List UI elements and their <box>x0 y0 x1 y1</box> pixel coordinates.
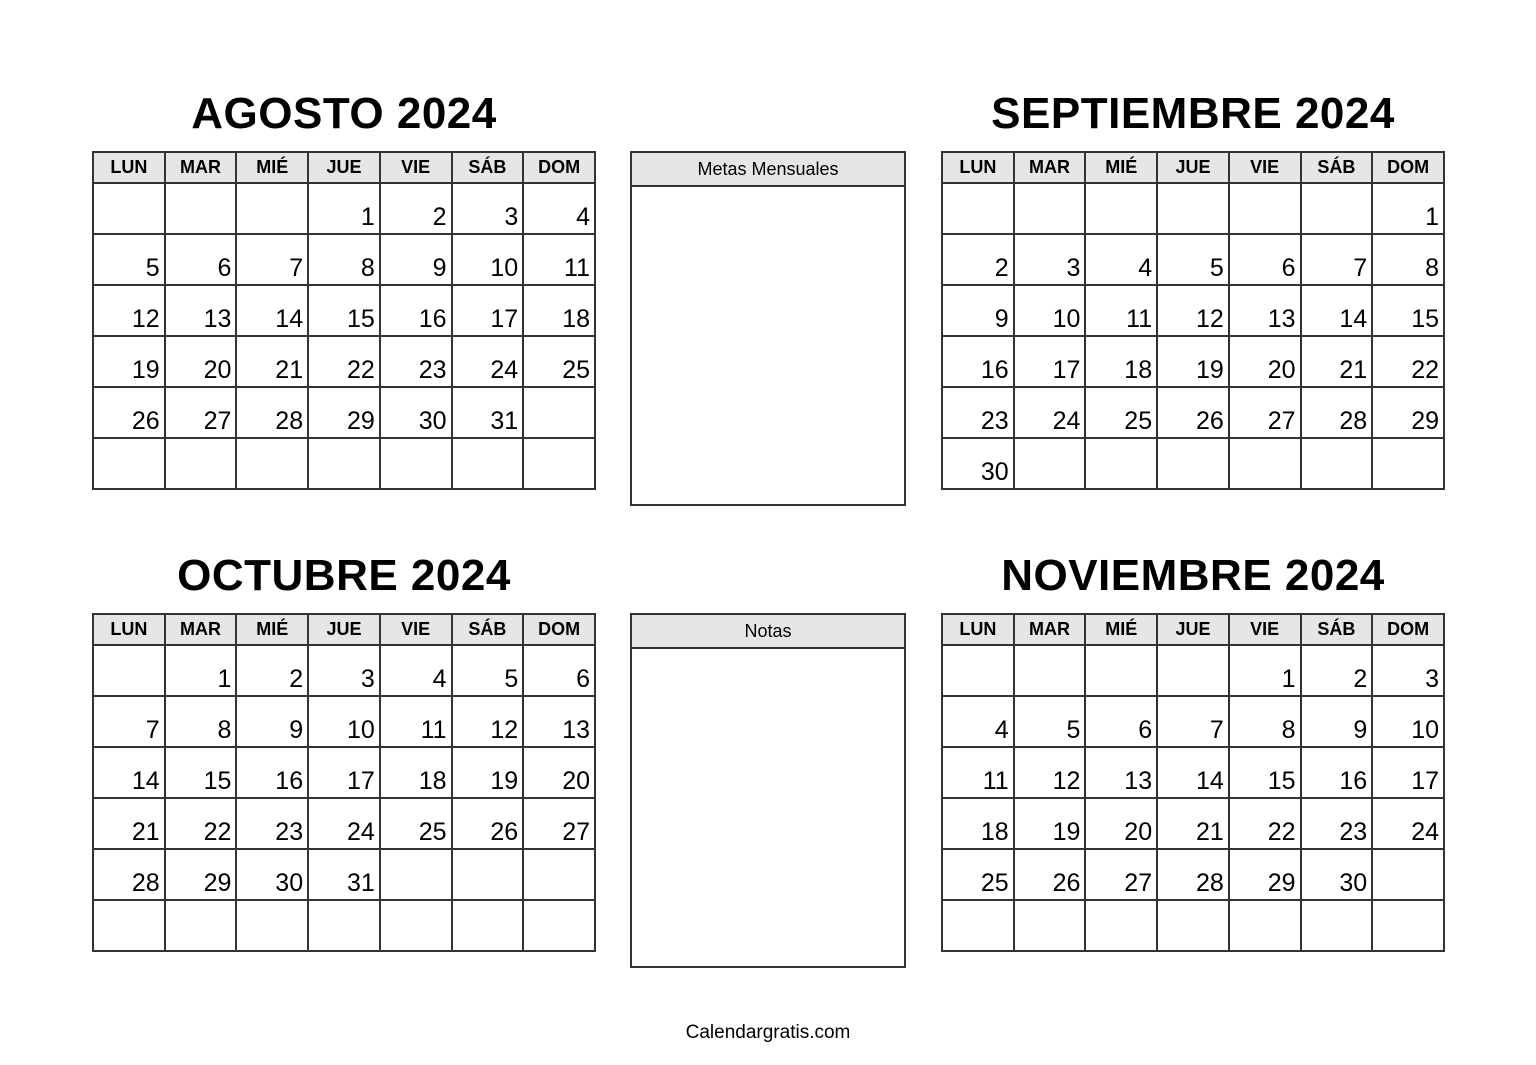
day-cell <box>942 900 1014 951</box>
day-cell <box>93 438 165 489</box>
calendar-grid <box>941 151 1445 490</box>
day-cell: 26 <box>1157 387 1229 438</box>
day-cell <box>308 900 380 951</box>
day-cell: 18 <box>942 798 1014 849</box>
weekday-label: LUN <box>942 152 1014 183</box>
notes-box-label: Notas <box>632 615 904 649</box>
weekday-label: SÁB <box>452 614 524 645</box>
weekday-label: LUN <box>942 614 1014 645</box>
day-cell: 21 <box>93 798 165 849</box>
day-cell: 13 <box>1229 285 1301 336</box>
day-cell: 9 <box>1301 696 1373 747</box>
month-august <box>92 89 596 490</box>
week-row <box>942 900 1444 951</box>
day-cell: 22 <box>1372 336 1444 387</box>
day-cell: 10 <box>1014 285 1086 336</box>
weekday-label: JUE <box>1157 152 1229 183</box>
day-cell: 2 <box>236 645 308 696</box>
day-cell <box>165 900 237 951</box>
day-cell <box>1085 438 1157 489</box>
day-cell: 15 <box>308 285 380 336</box>
day-cell <box>1157 183 1229 234</box>
weekday-label: MAR <box>1014 614 1086 645</box>
day-cell: 20 <box>523 747 595 798</box>
week-row <box>942 696 1444 747</box>
day-cell: 6 <box>523 645 595 696</box>
weekday-label: JUE <box>308 614 380 645</box>
day-cell: 13 <box>523 696 595 747</box>
day-cell: 11 <box>523 234 595 285</box>
day-cell <box>380 849 452 900</box>
weekday-label: VIE <box>380 614 452 645</box>
day-cell <box>1157 645 1229 696</box>
day-cell: 8 <box>1372 234 1444 285</box>
day-cell <box>236 183 308 234</box>
day-cell: 10 <box>308 696 380 747</box>
day-cell <box>165 183 237 234</box>
day-cell: 12 <box>452 696 524 747</box>
weekday-label: SÁB <box>1301 152 1373 183</box>
week-row <box>93 747 595 798</box>
day-cell: 19 <box>1157 336 1229 387</box>
day-cell <box>1301 438 1373 489</box>
calendar-grid <box>92 151 596 490</box>
day-cell <box>942 183 1014 234</box>
week-row <box>93 900 595 951</box>
day-cell <box>165 438 237 489</box>
month-november <box>941 551 1445 952</box>
day-cell <box>1372 438 1444 489</box>
day-cell: 2 <box>1301 645 1373 696</box>
day-cell: 14 <box>1157 747 1229 798</box>
day-cell: 28 <box>1301 387 1373 438</box>
notes-box <box>630 613 906 968</box>
week-row <box>942 183 1444 234</box>
day-cell: 26 <box>452 798 524 849</box>
day-cell <box>236 438 308 489</box>
day-cell: 18 <box>523 285 595 336</box>
week-row <box>942 645 1444 696</box>
week-row <box>93 387 595 438</box>
day-cell: 9 <box>942 285 1014 336</box>
day-cell: 21 <box>236 336 308 387</box>
day-cell: 13 <box>165 285 237 336</box>
day-cell: 15 <box>165 747 237 798</box>
month-october <box>92 551 596 952</box>
day-cell <box>380 438 452 489</box>
goals-box <box>630 151 906 506</box>
day-cell <box>1157 438 1229 489</box>
day-cell: 19 <box>452 747 524 798</box>
weekday-header-row <box>942 614 1444 645</box>
day-cell: 27 <box>1229 387 1301 438</box>
weekday-label: VIE <box>380 152 452 183</box>
day-cell: 1 <box>1372 183 1444 234</box>
day-cell <box>1014 900 1086 951</box>
day-cell: 10 <box>452 234 524 285</box>
day-cell: 12 <box>1157 285 1229 336</box>
weekday-label: VIE <box>1229 614 1301 645</box>
day-cell: 2 <box>942 234 1014 285</box>
weekday-label: MAR <box>165 614 237 645</box>
day-cell <box>93 183 165 234</box>
day-cell: 2 <box>380 183 452 234</box>
weekday-header-row <box>93 614 595 645</box>
day-cell: 24 <box>1014 387 1086 438</box>
day-cell: 27 <box>1085 849 1157 900</box>
day-cell <box>93 900 165 951</box>
day-cell <box>942 645 1014 696</box>
week-row <box>93 849 595 900</box>
weekday-label: DOM <box>523 614 595 645</box>
day-cell <box>1157 900 1229 951</box>
day-cell: 5 <box>1014 696 1086 747</box>
day-cell: 5 <box>93 234 165 285</box>
day-cell <box>523 849 595 900</box>
day-cell: 13 <box>1085 747 1157 798</box>
day-cell: 28 <box>236 387 308 438</box>
day-cell: 25 <box>1085 387 1157 438</box>
day-cell: 3 <box>1372 645 1444 696</box>
day-cell: 22 <box>308 336 380 387</box>
day-cell: 1 <box>308 183 380 234</box>
month-title: OCTUBRE 2024 <box>177 551 511 600</box>
day-cell: 25 <box>380 798 452 849</box>
day-cell: 14 <box>1301 285 1373 336</box>
weekday-label: SÁB <box>452 152 524 183</box>
day-cell: 17 <box>452 285 524 336</box>
day-cell: 6 <box>165 234 237 285</box>
weekday-label: DOM <box>523 152 595 183</box>
day-cell: 8 <box>165 696 237 747</box>
day-cell: 3 <box>452 183 524 234</box>
day-cell: 20 <box>165 336 237 387</box>
day-cell: 28 <box>1157 849 1229 900</box>
weekday-label: SÁB <box>1301 614 1373 645</box>
day-cell: 9 <box>236 696 308 747</box>
weekday-label: DOM <box>1372 152 1444 183</box>
day-cell: 30 <box>236 849 308 900</box>
day-cell: 11 <box>1085 285 1157 336</box>
day-cell: 23 <box>236 798 308 849</box>
weekday-header-row <box>942 152 1444 183</box>
day-cell <box>1085 900 1157 951</box>
day-cell: 29 <box>1229 849 1301 900</box>
day-cell: 5 <box>452 645 524 696</box>
day-cell <box>1301 900 1373 951</box>
day-cell: 16 <box>942 336 1014 387</box>
day-cell: 17 <box>1014 336 1086 387</box>
day-cell: 4 <box>942 696 1014 747</box>
weekday-label: JUE <box>308 152 380 183</box>
weekday-label: JUE <box>1157 614 1229 645</box>
day-cell: 14 <box>236 285 308 336</box>
day-cell: 14 <box>93 747 165 798</box>
day-cell: 30 <box>1301 849 1373 900</box>
week-row <box>93 183 595 234</box>
day-cell: 23 <box>1301 798 1373 849</box>
month-title: SEPTIEMBRE 2024 <box>991 89 1395 138</box>
day-cell <box>1301 183 1373 234</box>
week-row <box>93 285 595 336</box>
day-cell <box>380 900 452 951</box>
day-cell: 7 <box>1157 696 1229 747</box>
day-cell: 1 <box>1229 645 1301 696</box>
day-cell <box>236 900 308 951</box>
day-cell <box>1014 645 1086 696</box>
day-cell: 8 <box>308 234 380 285</box>
day-cell <box>1372 849 1444 900</box>
day-cell: 6 <box>1229 234 1301 285</box>
day-cell: 7 <box>93 696 165 747</box>
goals-box-label: Metas Mensuales <box>632 153 904 187</box>
day-cell <box>1229 183 1301 234</box>
day-cell: 29 <box>165 849 237 900</box>
day-cell: 1 <box>165 645 237 696</box>
day-cell: 18 <box>380 747 452 798</box>
day-cell <box>452 438 524 489</box>
day-cell: 19 <box>1014 798 1086 849</box>
day-cell: 15 <box>1229 747 1301 798</box>
day-cell <box>308 438 380 489</box>
week-row <box>942 798 1444 849</box>
weekday-header-row <box>93 152 595 183</box>
weekday-label: DOM <box>1372 614 1444 645</box>
day-cell: 9 <box>380 234 452 285</box>
weekday-label: MIÉ <box>1085 614 1157 645</box>
week-row <box>942 438 1444 489</box>
day-cell <box>1014 183 1086 234</box>
day-cell: 27 <box>523 798 595 849</box>
weekday-label: VIE <box>1229 152 1301 183</box>
day-cell: 25 <box>523 336 595 387</box>
day-cell: 11 <box>942 747 1014 798</box>
day-cell: 7 <box>236 234 308 285</box>
day-cell: 24 <box>1372 798 1444 849</box>
day-cell: 4 <box>380 645 452 696</box>
week-row <box>93 336 595 387</box>
day-cell: 29 <box>308 387 380 438</box>
day-cell: 4 <box>1085 234 1157 285</box>
month-title: AGOSTO 2024 <box>191 89 497 138</box>
day-cell <box>1085 645 1157 696</box>
day-cell <box>523 900 595 951</box>
day-cell <box>1085 183 1157 234</box>
day-cell: 22 <box>165 798 237 849</box>
day-cell: 24 <box>452 336 524 387</box>
day-cell: 23 <box>380 336 452 387</box>
day-cell: 30 <box>942 438 1014 489</box>
week-row <box>93 696 595 747</box>
weekday-label: MIÉ <box>236 614 308 645</box>
day-cell: 18 <box>1085 336 1157 387</box>
week-row <box>93 798 595 849</box>
day-cell <box>523 438 595 489</box>
week-row <box>93 438 595 489</box>
day-cell: 21 <box>1301 336 1373 387</box>
week-row <box>93 234 595 285</box>
day-cell: 21 <box>1157 798 1229 849</box>
week-row <box>942 285 1444 336</box>
month-september <box>941 89 1445 490</box>
day-cell: 12 <box>93 285 165 336</box>
day-cell: 29 <box>1372 387 1444 438</box>
week-row <box>93 645 595 696</box>
day-cell: 26 <box>1014 849 1086 900</box>
day-cell <box>1229 900 1301 951</box>
week-row <box>942 234 1444 285</box>
day-cell: 4 <box>523 183 595 234</box>
day-cell: 19 <box>93 336 165 387</box>
day-cell: 7 <box>1301 234 1373 285</box>
weekday-label: MIÉ <box>1085 152 1157 183</box>
day-cell: 17 <box>308 747 380 798</box>
day-cell: 16 <box>380 285 452 336</box>
day-cell: 16 <box>236 747 308 798</box>
day-cell <box>1014 438 1086 489</box>
calendar-grid <box>941 613 1445 952</box>
calendar-grid <box>92 613 596 952</box>
day-cell <box>1372 900 1444 951</box>
day-cell <box>93 645 165 696</box>
day-cell: 23 <box>942 387 1014 438</box>
day-cell: 3 <box>1014 234 1086 285</box>
day-cell: 15 <box>1372 285 1444 336</box>
day-cell: 27 <box>165 387 237 438</box>
weekday-label: MAR <box>165 152 237 183</box>
day-cell: 12 <box>1014 747 1086 798</box>
day-cell: 31 <box>308 849 380 900</box>
week-row <box>942 849 1444 900</box>
day-cell: 22 <box>1229 798 1301 849</box>
day-cell: 25 <box>942 849 1014 900</box>
day-cell: 17 <box>1372 747 1444 798</box>
day-cell: 3 <box>308 645 380 696</box>
week-row <box>942 747 1444 798</box>
footer-site: Calendargratis.com <box>685 1022 851 1043</box>
day-cell: 8 <box>1229 696 1301 747</box>
month-title: NOVIEMBRE 2024 <box>1001 551 1385 600</box>
week-row <box>942 387 1444 438</box>
day-cell: 28 <box>93 849 165 900</box>
day-cell <box>452 900 524 951</box>
day-cell: 16 <box>1301 747 1373 798</box>
day-cell: 10 <box>1372 696 1444 747</box>
day-cell <box>1229 438 1301 489</box>
week-row <box>942 336 1444 387</box>
weekday-label: MIÉ <box>236 152 308 183</box>
weekday-label: LUN <box>93 152 165 183</box>
day-cell <box>523 387 595 438</box>
day-cell <box>452 849 524 900</box>
day-cell: 20 <box>1229 336 1301 387</box>
day-cell: 30 <box>380 387 452 438</box>
day-cell: 20 <box>1085 798 1157 849</box>
day-cell: 31 <box>452 387 524 438</box>
day-cell: 24 <box>308 798 380 849</box>
weekday-label: LUN <box>93 614 165 645</box>
weekday-label: MAR <box>1014 152 1086 183</box>
day-cell: 5 <box>1157 234 1229 285</box>
day-cell: 6 <box>1085 696 1157 747</box>
day-cell: 11 <box>380 696 452 747</box>
day-cell: 26 <box>93 387 165 438</box>
